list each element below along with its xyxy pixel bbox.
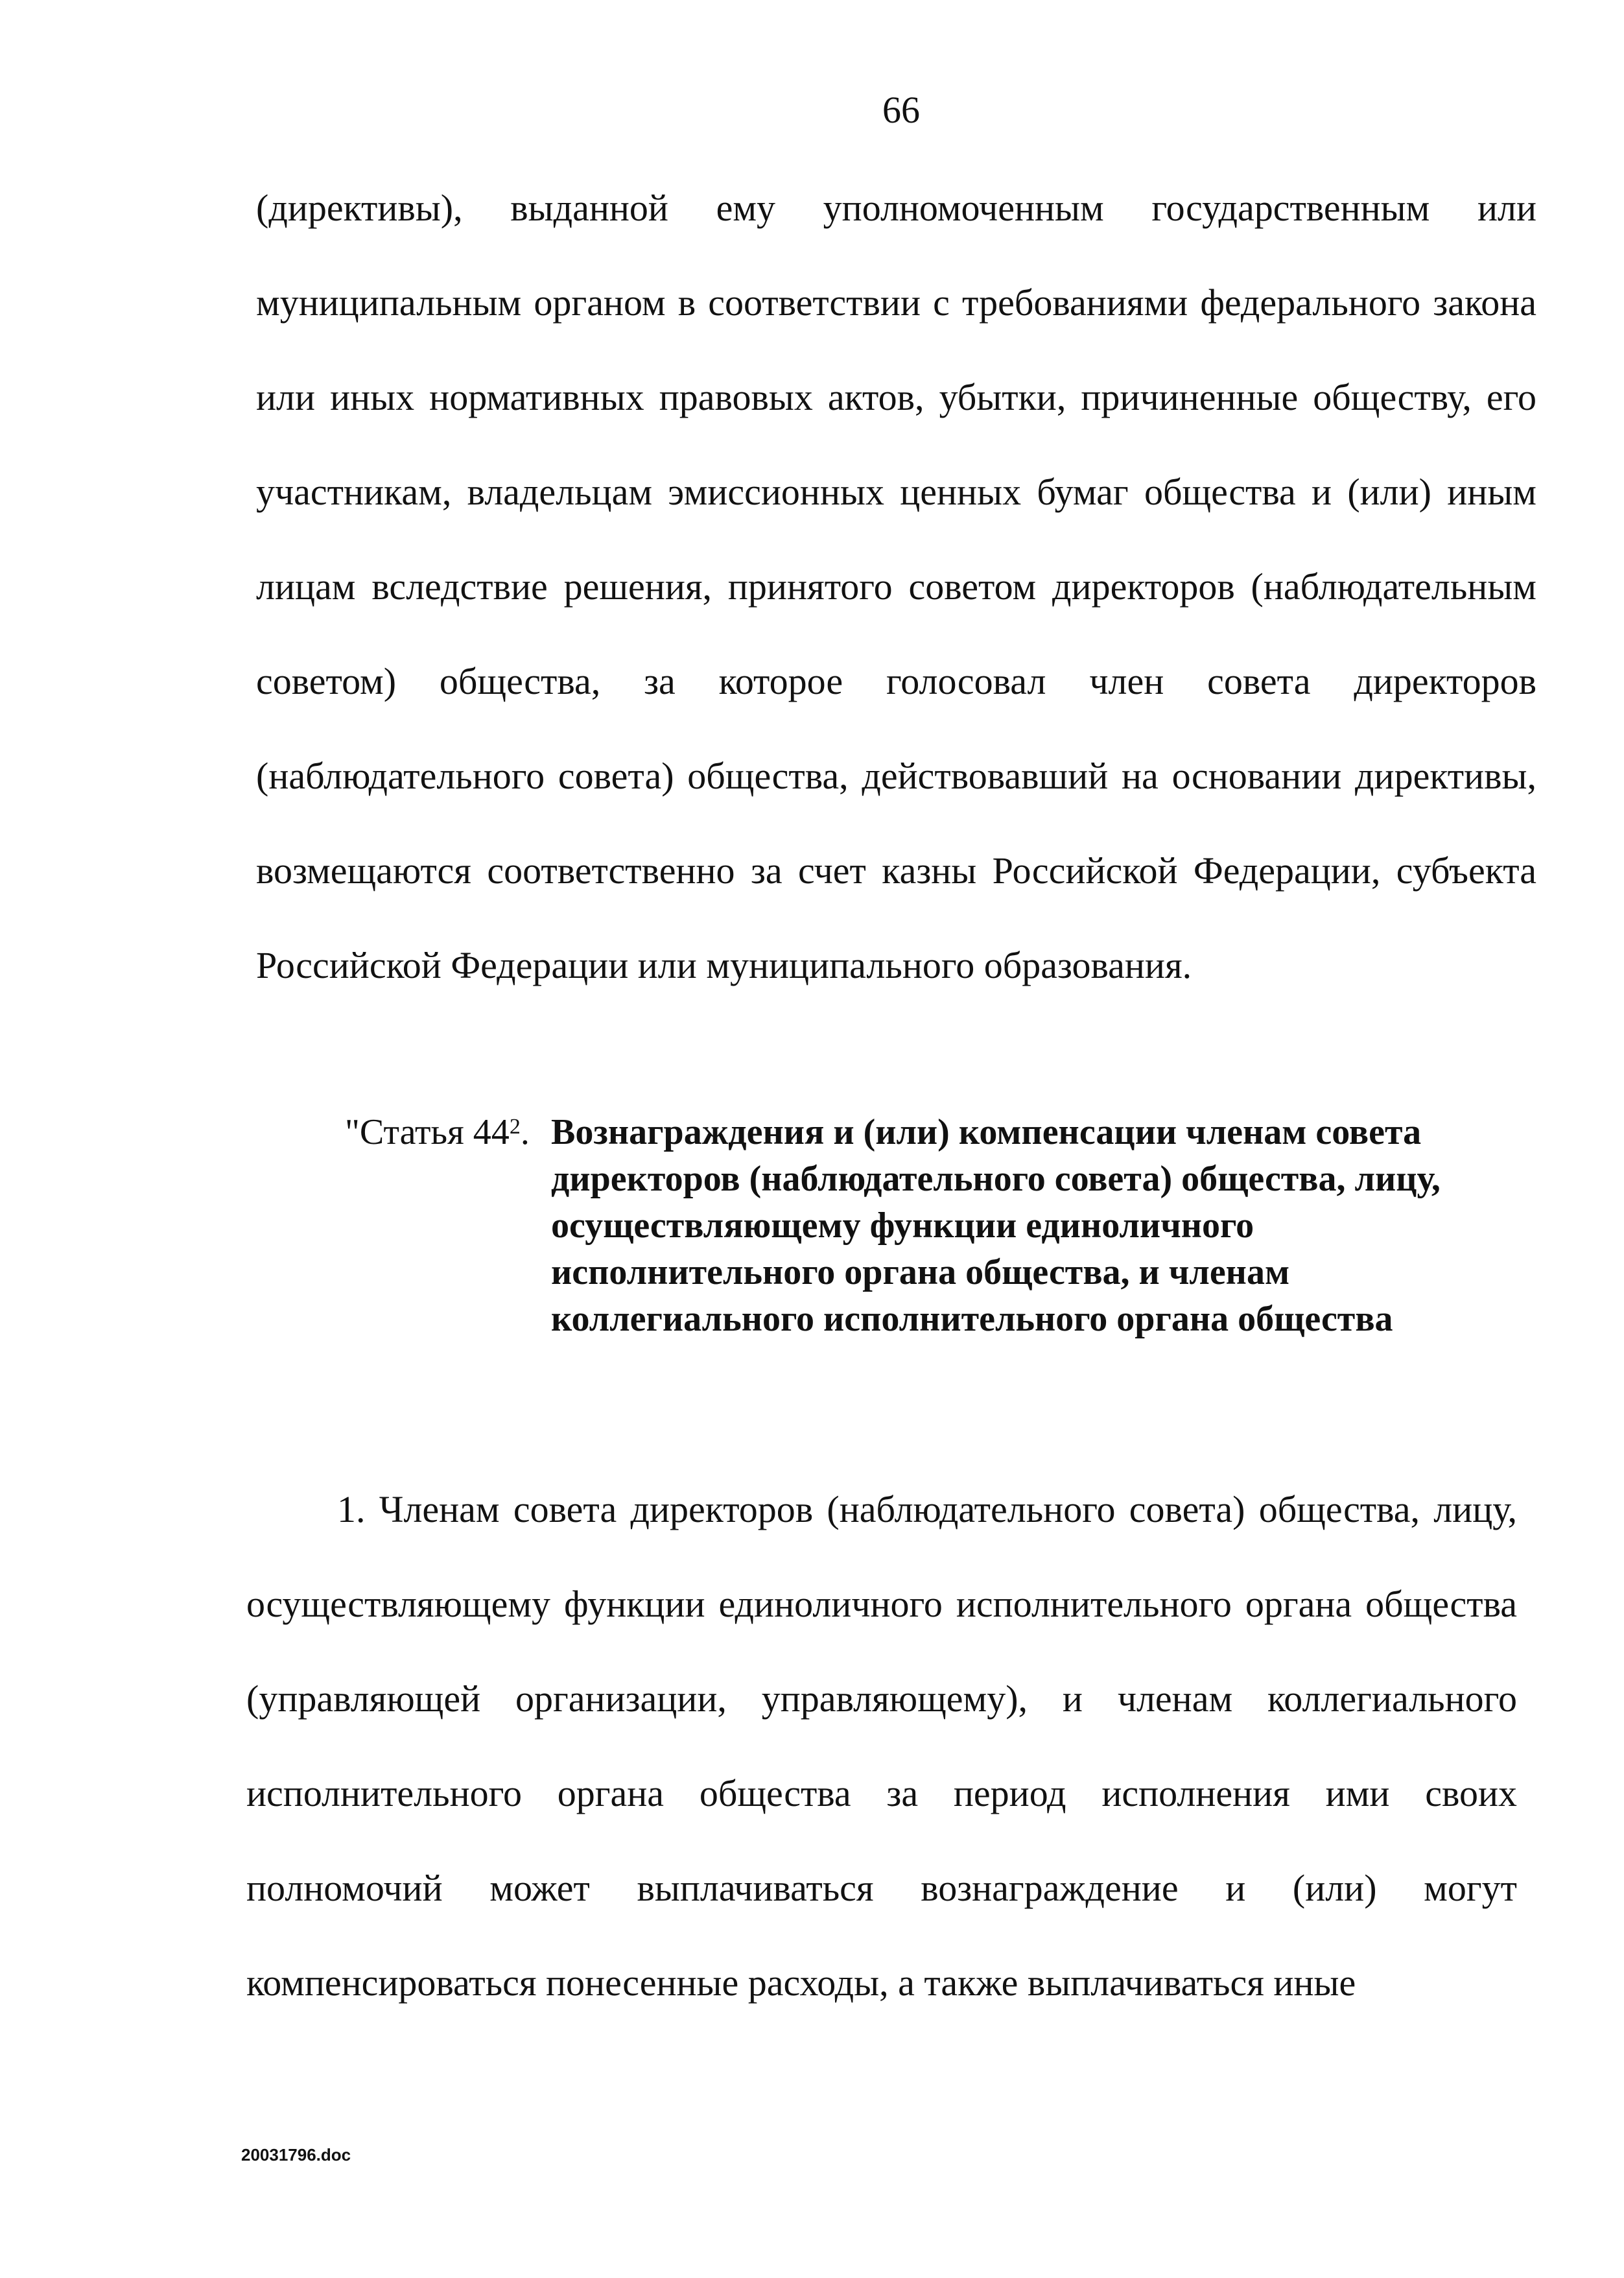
page-number: 66 (882, 89, 920, 131)
article-label-text: "Статья 44 (345, 1112, 510, 1152)
article-label-dot: . (520, 1112, 530, 1152)
paragraph-clause-1: 1. Членам совета директоров (наблюдательного совета) общества, лицу, осуществляющему функции единоличного исполнительного органа общества (управляющей организации, управляющему), и членам коллегиального исполнительного органа общества за период исполнения ими своих полномочий может выплачиваться вознаграждение и (или) могут компенсироваться понесенные расходы, а также выплачиваться иные (246, 1488, 1517, 2004)
article-label-superscript: 2 (509, 1115, 521, 1139)
article-label (345, 1109, 530, 1156)
paragraph-continuation: (директивы), выданной ему уполномоченным государственным или муниципальным органом в соответствии с требованиями федерального закона или иных нормативных правовых актов, убытки, причиненные обществу, его участникам, владельцам эмиссионных ценных бумаг общества и (или) иным лицам вследствие решения, принятого советом директоров (наблюдательным советом) общества, за которое голосовал член совета директоров (наблюдательного совета) общества, действовавший на основании директивы, возмещаются соответственно за счет казны Российской Федерации, субъекта Российской Федерации или муниципального образования. (256, 187, 1536, 986)
footer-filename: 20031796.doc (241, 2145, 351, 2165)
article-title: Вознаграждения и (или) компенсации членам совета директоров (наблюдательного совета) общества, лицу, осуществляющему функции единоличного исполнительного органа общества, и членам коллегиального исполнительного органа общества (551, 1112, 1441, 1339)
